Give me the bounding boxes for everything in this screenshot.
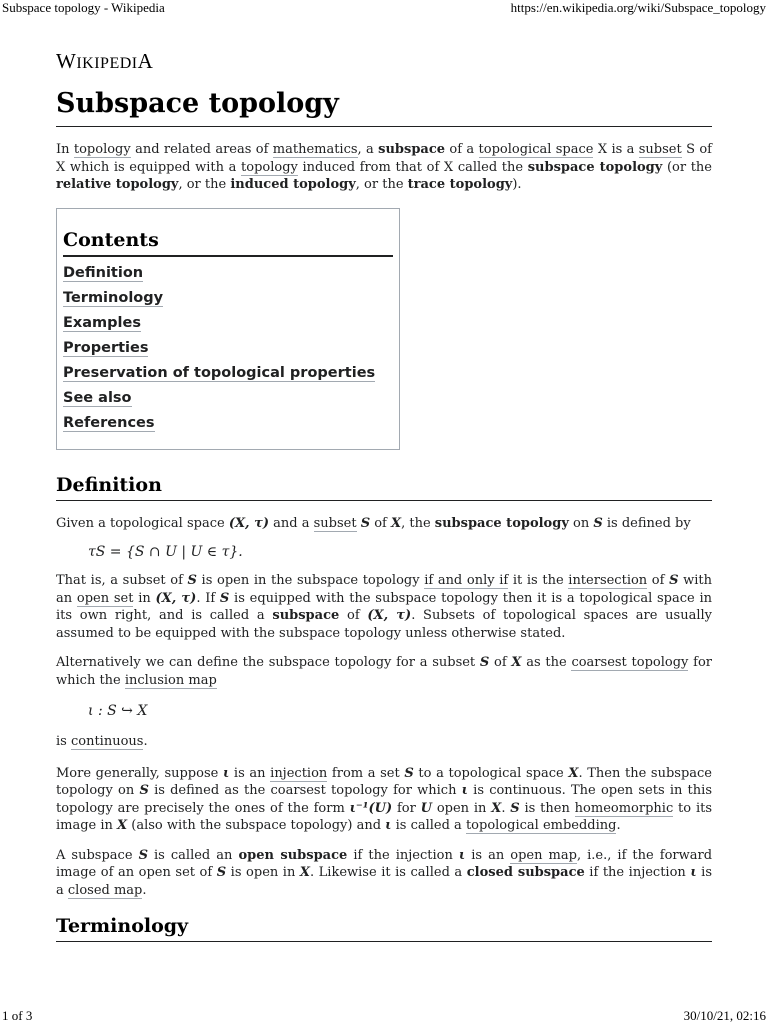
link-mathematics[interactable]: mathematics xyxy=(272,142,358,157)
toc-item-examples[interactable]: Examples xyxy=(63,314,141,331)
definition-paragraph-1: Given a topological space (X, τ) and a subset S of X, the subspace topology on S is defined by xyxy=(56,515,691,531)
page-title: Subspace topology xyxy=(56,86,712,127)
link-injection[interactable]: injection xyxy=(270,765,328,781)
formula-inclusion-map: ι : S ↪ X xyxy=(88,703,148,719)
link-homeomorphic[interactable]: homeomorphic xyxy=(574,800,674,816)
toc-item-definition[interactable]: Definition xyxy=(63,264,144,281)
article-page xyxy=(56,48,712,942)
section-heading-terminology: Terminology xyxy=(56,913,712,942)
link-inclusion-map[interactable]: inclusion map xyxy=(124,672,217,688)
section-heading-definition: Definition xyxy=(56,472,712,501)
link-subset-2[interactable]: subset xyxy=(313,515,357,531)
definition-paragraph-4: is continuous. xyxy=(56,734,148,749)
print-page-url[interactable]: https://en.wikipedia.org/wiki/Subspace_topology xyxy=(510,0,766,15)
toc-item-see-also[interactable]: See also xyxy=(63,389,132,406)
print-footer xyxy=(0,1008,768,1024)
link-if-and-only-if[interactable]: if and only if xyxy=(424,573,509,588)
link-subset[interactable]: subset xyxy=(638,142,682,157)
link-intersection[interactable]: intersection xyxy=(568,573,648,588)
link-coarsest-topology[interactable]: coarsest topology xyxy=(571,655,689,670)
print-timestamp: 30/10/21, 02:16 xyxy=(683,1008,766,1023)
toc-title: Contents xyxy=(63,229,393,257)
toc-item-references[interactable]: References xyxy=(63,414,155,431)
link-continuous[interactable]: continuous xyxy=(70,734,144,749)
definition-paragraph-6: A subspace S is called an open subspace if the injection ι is an open map, i.e., if the forward image of an open set of S is open in X. Likewise it is called a closed subspace if the injection ι is a closed map. xyxy=(56,847,713,898)
formula-subspace-topology: τS = {S ∩ U | U ∈ τ}. xyxy=(88,544,243,560)
definition-paragraph-3: Alternatively we can define the subspace topology for a subset S of X as the coarsest topology for which the inclusion map xyxy=(56,655,712,688)
link-topology[interactable]: topology xyxy=(73,142,131,157)
link-topology-2[interactable]: topology xyxy=(241,159,298,175)
table-of-contents xyxy=(56,208,400,450)
intro-paragraph: In topology and related areas of mathematics, a subspace of a topological space X is a subset S of X which is equipped with a topology induced from that of X called the subspace topology (or the relative topology, or the induced topology, or the trace topology). xyxy=(56,142,712,192)
link-topological-embedding[interactable]: topological embedding xyxy=(465,818,617,833)
link-open-map[interactable]: open map xyxy=(510,847,577,863)
print-page-number: 1 of 3 xyxy=(2,1008,33,1023)
toc-item-properties[interactable]: Properties xyxy=(63,339,149,356)
toc-item-preservation[interactable]: Preservation of topological properties xyxy=(63,364,376,381)
wikipedia-wordmark[interactable]: WIKIPEDIA xyxy=(56,49,154,73)
print-header xyxy=(0,0,768,18)
link-open-set[interactable]: open set xyxy=(76,590,134,606)
link-topological-space[interactable]: topological space xyxy=(478,142,594,157)
definition-paragraph-5: More generally, suppose ι is an injection from a set S to a topological space X. Then the subspace topology on S is defined as the coarsest topology for which ι is continuous. The open sets in this topology are precisely the ones of the form ι⁻¹(U) for U open in X. S is then homeomorphic to its image in X (also with the subspace topology) and ι is called a topological embedding. xyxy=(56,765,712,833)
toc-item-terminology[interactable]: Terminology xyxy=(63,289,164,306)
link-closed-map[interactable]: closed map xyxy=(67,882,143,898)
definition-paragraph-2: That is, a subset of S is open in the subspace topology if and only if it is the intersection of S with an open set in (X, τ). If S is equipped with the subspace topology then it is a topological space in its own right, and is called a subspace of (X, τ). Subsets of topological spaces are usually assumed to be equipped with the subspace topology unless otherwise stated. xyxy=(56,573,713,641)
print-page-title: Subspace topology - Wikipedia xyxy=(2,0,165,15)
